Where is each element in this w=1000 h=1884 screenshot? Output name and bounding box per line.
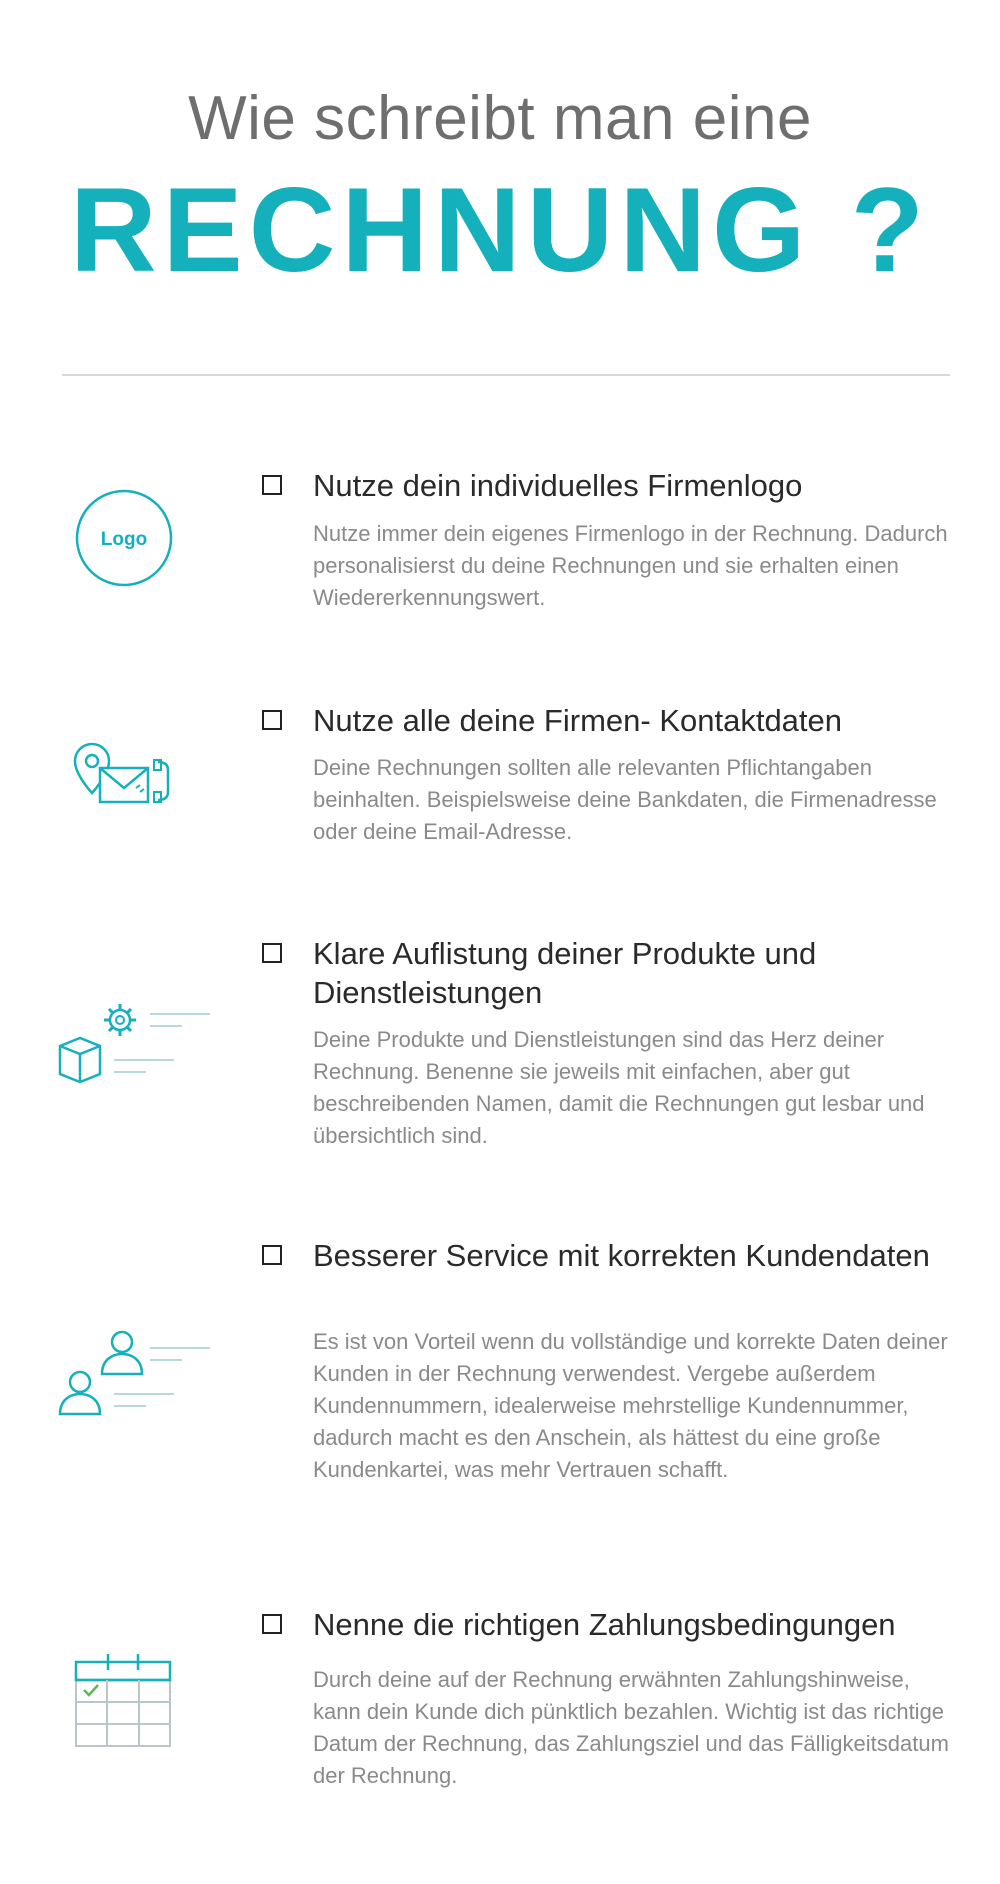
checkbox[interactable] <box>262 1245 282 1265</box>
logo-icon-label: Logo <box>100 529 148 550</box>
checkbox[interactable] <box>262 943 282 963</box>
item-title: Nenne die richtigen Zahlungsbedingungen <box>313 1607 896 1642</box>
customers-icon <box>50 1326 220 1431</box>
page-title: RECHNUNG ? <box>70 163 930 297</box>
item-description: Durch deine auf der Rechnung erwähnten Zahlungshinweise, kann dein Kunde dich pünktlich bezahlen. Wichtig ist das richtige Datum der Rechnung, das Zahlungsziel und das Fälligkeitsdatum der Rechnung. <box>313 1667 949 1788</box>
item-description: Es ist von Vorteil wenn du vollständige und korrekte Daten deiner Kunden in der Rechnung verwendest. Vergebe außerdem Kundennummern, idealerweise mehrstellige Kundennummer, dadurch macht es den Anschein, als hättest du eine große Kundenkartei, was mehr Vertrauen schafft. <box>313 1329 948 1482</box>
item-title: Nutze alle deine Firmen- Kontaktdaten <box>313 703 843 738</box>
checkbox[interactable] <box>262 475 282 495</box>
contact-icon <box>50 738 190 833</box>
item-title: Nutze dein individuelles Firmenlogo <box>313 468 803 503</box>
calendar-icon <box>50 1652 180 1757</box>
products-icon <box>50 994 220 1099</box>
item-title: Besserer Service mit korrekten Kundendaten <box>313 1238 930 1273</box>
logo-circle-icon <box>50 488 190 593</box>
divider <box>62 374 950 376</box>
item-description: Nutze immer dein eigenes Firmenlogo in der Rechnung. Dadurch personalisierst du deine Rechnungen und sie erhalten einen Wiedererkennungswert. <box>313 521 948 610</box>
checkbox[interactable] <box>262 710 282 730</box>
item-description: Deine Rechnungen sollten alle relevanten Pflichtangaben beinhalten. Beispielsweise deine Bankdaten, die Firmenadresse oder deine Email-Adresse. <box>313 755 937 844</box>
checkbox[interactable] <box>262 1614 282 1634</box>
title-line-1: Wie schreibt man eine <box>188 84 812 153</box>
item-title: Klare Auflistung deiner Produkte und Dienstleistungen <box>313 936 817 1010</box>
item-description: Deine Produkte und Dienstleistungen sind das Herz deiner Rechnung. Benenne sie jeweils mit einfachen, aber gut beschreibenden Namen, damit die Rechnungen gut lesbar und übersichtlich sind. <box>313 1027 925 1148</box>
